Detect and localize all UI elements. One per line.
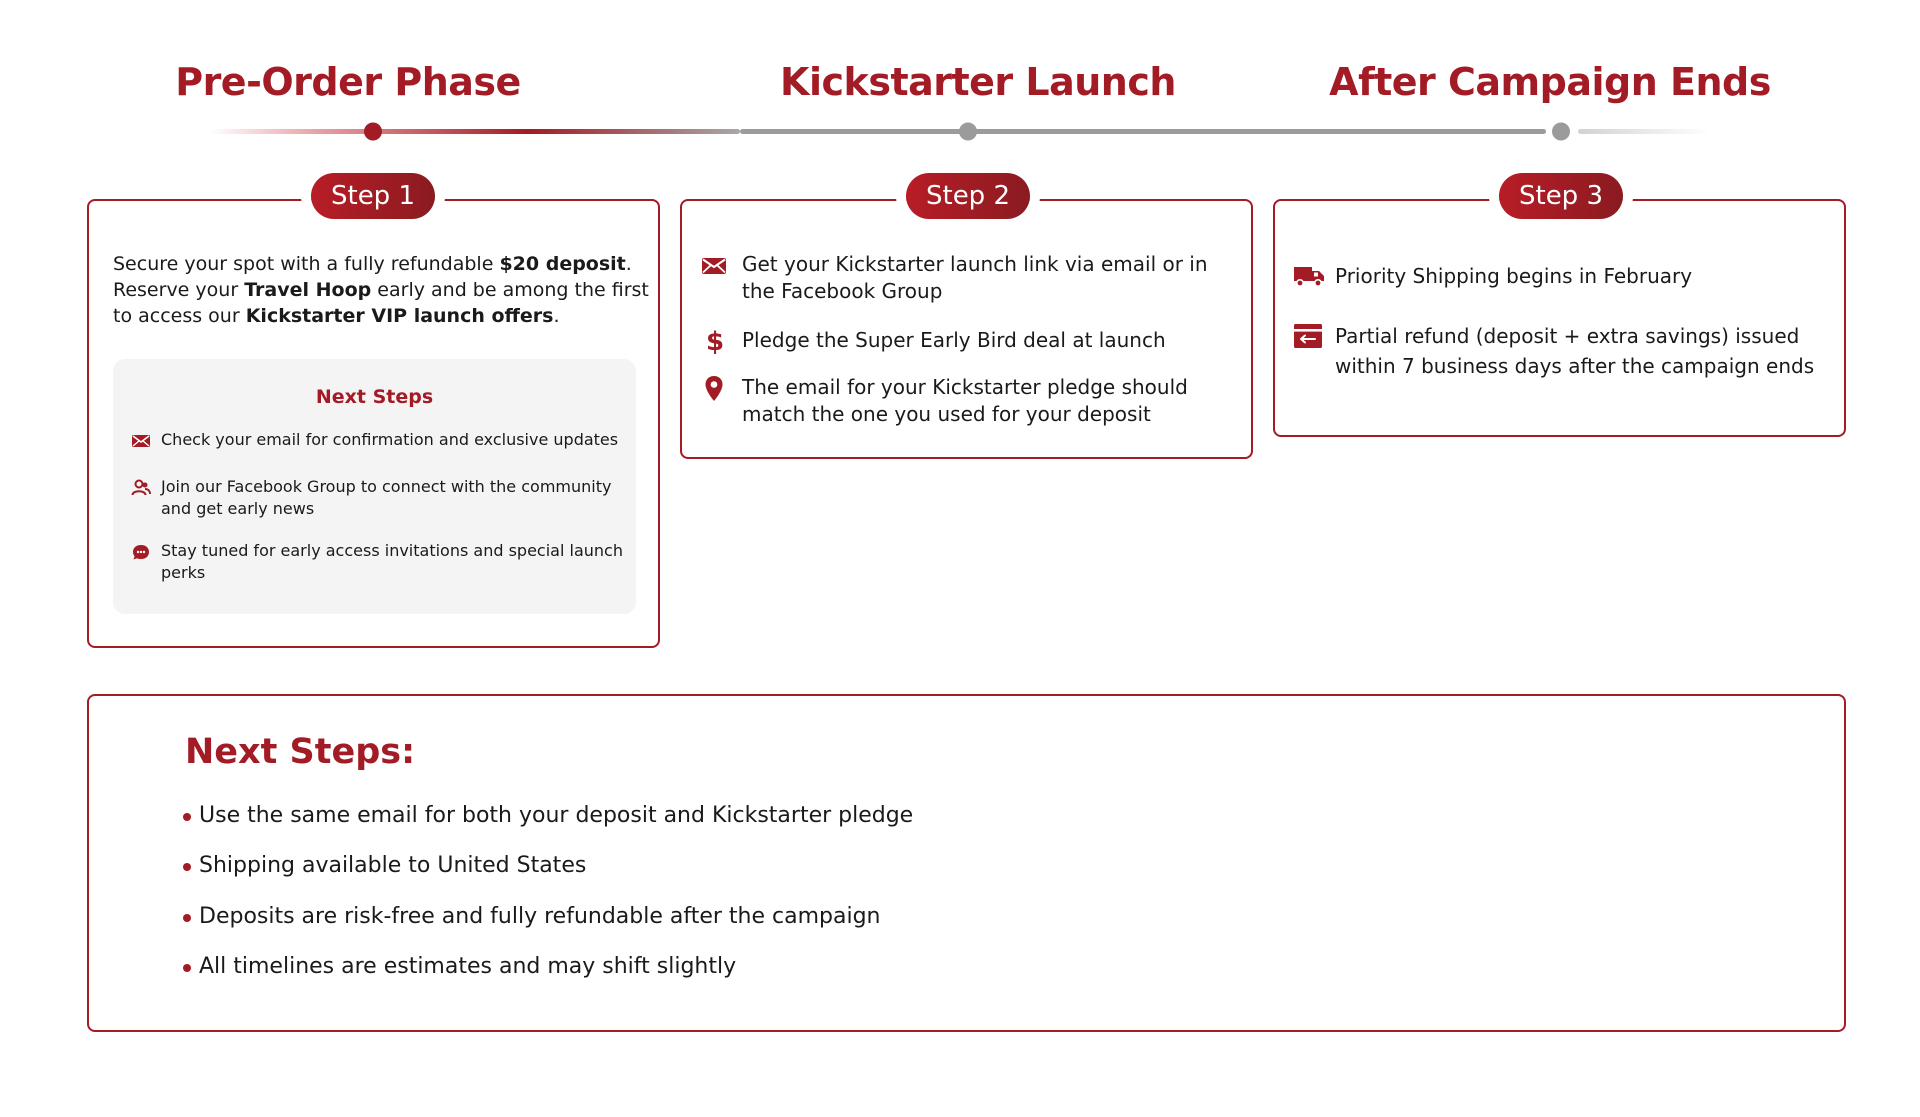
timeline-segment-active xyxy=(210,129,740,134)
step-3-badge: Step 3 xyxy=(1499,173,1623,219)
mail-icon xyxy=(700,251,730,281)
dollar-icon: $ xyxy=(705,327,725,357)
refund-icon xyxy=(1293,321,1323,351)
step-2-item-text: Get your Kickstarter launch link via email or in the Facebook Group xyxy=(742,252,1208,303)
bottom-bullet-text: Deposits are risk-free and fully refundable after the campaign xyxy=(199,904,881,929)
next-steps-panel-title: Next Steps xyxy=(315,386,434,408)
timeline-segment-fade xyxy=(1578,129,1710,134)
next-steps-item-text: Check your email for confirmation and exclusive updates xyxy=(161,430,619,449)
bottom-bullet-text: Use the same email for both your deposit and Kickstarter pledge xyxy=(199,803,914,828)
truck-icon xyxy=(1293,261,1323,291)
step-3-card xyxy=(1273,181,1846,437)
timeline-dot-pre-order xyxy=(364,123,382,141)
next-steps-item-text: Join our Facebook Group to connect with the community and get early news xyxy=(161,477,612,518)
step-2-item-text: Pledge the Super Early Bird deal at launch xyxy=(742,328,1166,352)
bottom-bullet-text: Shipping available to United States xyxy=(199,853,587,878)
step-3-item-text: Priority Shipping begins in February xyxy=(1335,264,1693,288)
step-1-card xyxy=(87,181,660,648)
step-1-intro: Secure your spot with a fully refundable $20 deposit. Reserve your Travel Hoop early and be among the first to access our Kickstarter VIP launch offers. xyxy=(113,253,649,327)
mail-icon xyxy=(131,432,151,450)
bottom-next-steps-title: Next Steps: xyxy=(185,732,416,772)
bullet-dot xyxy=(183,813,191,821)
next-steps-item-text: Stay tuned for early access invitations and special launch perks xyxy=(161,541,623,582)
bullet-dot xyxy=(183,964,191,972)
chat-icon xyxy=(131,543,151,561)
next-steps-panel xyxy=(113,359,636,614)
timeline-dot-kickstarter xyxy=(959,123,977,141)
phase-title-kickstarter: Kickstarter Launch xyxy=(780,60,1176,104)
step-3-item-text: Partial refund (deposit + extra savings) issued within 7 business days after the campaign ends xyxy=(1335,324,1815,378)
timeline-segment-middle xyxy=(740,129,1546,134)
users-icon xyxy=(131,479,151,497)
step-2-card xyxy=(680,181,1253,459)
phase-title-after-campaign: After Campaign Ends xyxy=(1329,60,1771,104)
phase-title-pre-order: Pre-Order Phase xyxy=(175,60,521,104)
bullet-dot xyxy=(183,863,191,871)
step-2-item-text: The email for your Kickstarter pledge should match the one you used for your deposit xyxy=(742,375,1188,426)
location-pin-icon xyxy=(700,374,730,404)
bottom-bullet-text: All timelines are estimates and may shift slightly xyxy=(199,954,737,979)
progress-timeline xyxy=(0,0,1920,160)
step-1-badge: Step 1 xyxy=(311,173,435,219)
timeline-dot-after xyxy=(1552,123,1570,141)
bullet-dot xyxy=(183,914,191,922)
bottom-next-steps-card xyxy=(87,694,1846,1032)
step-2-badge: Step 2 xyxy=(906,173,1030,219)
